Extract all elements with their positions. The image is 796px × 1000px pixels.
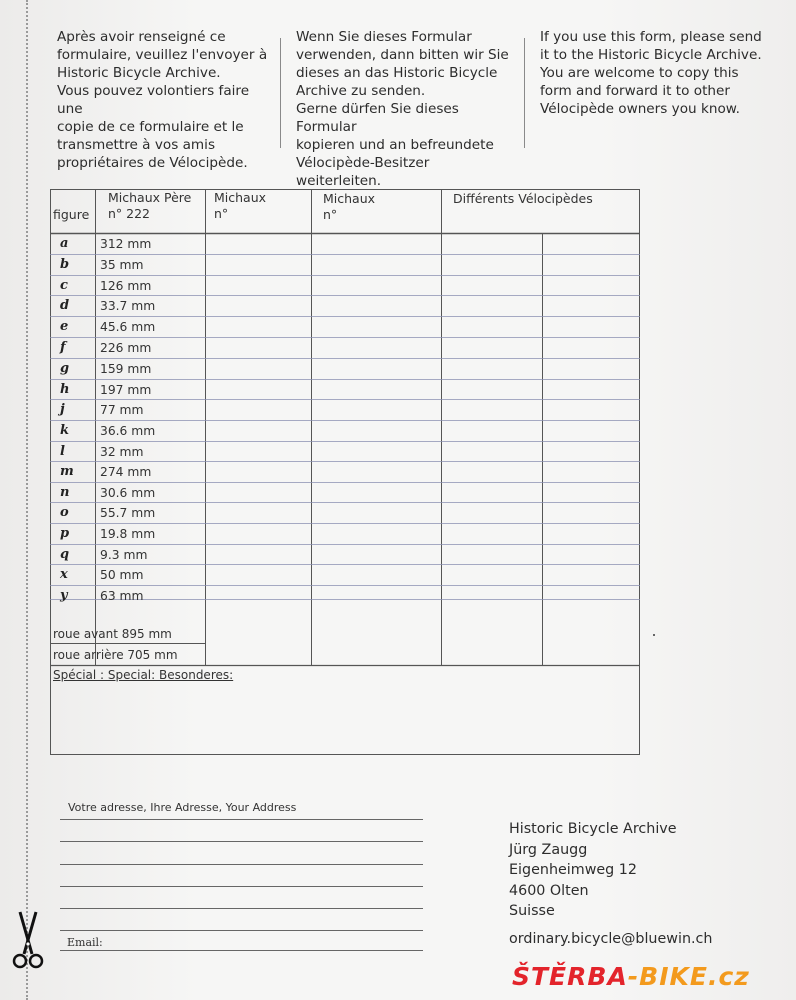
archive-contact: Jürg Zaugg [509,841,588,858]
header-figure: figure [53,207,90,222]
figure-letter: b [60,257,70,272]
figure-letter: o [60,505,69,520]
figure-letter: d [60,298,70,313]
column-separator [280,38,281,148]
measurement-table [50,189,640,755]
special-label: Spécial : Special: Besonderes: [53,668,234,682]
wheel-rear-row: roue arrière 705 mm [53,648,178,662]
archive-email[interactable]: ordinary.bicycle@bluewin.ch [509,931,713,947]
measurement-value: 9.3 mm [100,548,148,562]
archive-name: Historic Bicycle Archive [509,821,677,837]
header-michaux-pere: Michaux Père n° 222 [108,190,192,221]
header-differents-velocipedes: Différents Vélocipèdes [453,191,593,206]
scissors-icon [8,910,48,972]
figure-letter: n [60,485,70,500]
measurement-value: 33.7 mm [100,299,156,313]
archive-country: Suisse [509,903,555,919]
figure-letter: e [60,319,69,334]
email-label: Email: [67,936,103,949]
measurement-value: 36.6 mm [100,424,156,438]
speck [653,634,655,636]
address-line[interactable] [60,908,423,909]
figure-letter: p [60,526,70,541]
address-line[interactable] [60,886,423,887]
measurement-value: 35 mm [100,258,144,272]
measurement-value: 226 mm [100,341,152,355]
figure-letter: k [60,423,70,438]
measurement-value: 45.6 mm [100,320,156,334]
figure-letter: g [60,361,70,376]
archive-street: Eigenheimweg 12 [509,862,637,878]
figure-letter: l [60,444,65,459]
figure-letter: m [60,464,74,479]
address-line[interactable] [60,841,423,842]
archive-address [509,819,677,922]
figure-letter: q [60,547,70,562]
header-michaux-2: Michaux n° [214,190,267,221]
measurement-value: 159 mm [100,362,152,376]
watermark-suffix: -BIKE.cz [627,962,750,991]
measurement-value: 32 mm [100,445,144,459]
archive-city: 4600 Olten [509,882,589,899]
header-michaux-3: Michaux n° [323,191,376,222]
figure-letter: h [60,382,70,397]
measurement-value: 63 mm [100,589,144,603]
wheel-front-row: roue avant 895 mm [53,627,172,641]
measurement-value: 312 mm [100,237,152,251]
address-line[interactable] [60,819,423,820]
measurement-value: 274 mm [100,465,152,479]
measurement-value: 55.7 mm [100,506,156,520]
figure-letter: y [60,588,68,603]
address-line[interactable] [60,864,423,865]
measurement-value: 30.6 mm [100,486,156,500]
figure-letter: a [60,236,69,251]
intro-text-french: Après avoir renseigné ce formulaire, veuillez l'envoyer à Historic Bicycle Archive. Vous pouvez volontiers faire une copie de ce formulaire et le transmettre à vos amis propriétaires de Vélocipède. [57,29,268,171]
intro-text-german: Wenn Sie dieses Formular verwenden, dann bitten wir Sie dieses an das Historic Bicycle Archive zu senden. Gerne dürfen Sie dieses Formular kopieren und an befreundete Vélocipède-Besitzer weiterleiten. [296,29,509,189]
measurement-value: 19.8 mm [100,527,156,541]
watermark-logo [512,962,750,991]
measurement-value: 197 mm [100,383,152,397]
figure-letter: x [60,567,68,582]
figure-letter: f [60,340,66,355]
measurement-value: 50 mm [100,568,144,582]
column-separator [524,38,525,148]
measurement-value: 77 mm [100,403,144,417]
figure-letter: j [60,402,65,417]
figure-letter: c [60,278,68,293]
intro-text-english: If you use this form, please send it to the Historic Bicycle Archive. You are welcome to copy this form and forward it to other Vélocipède owners you know. [540,29,762,117]
watermark-brand: ŠTĚRBA [512,962,628,991]
cut-line [26,0,28,1000]
address-label: Votre adresse, Ihre Adresse, Your Address [68,801,297,814]
measurement-value: 126 mm [100,279,152,293]
email-line[interactable] [60,950,423,951]
address-line[interactable] [60,930,423,931]
